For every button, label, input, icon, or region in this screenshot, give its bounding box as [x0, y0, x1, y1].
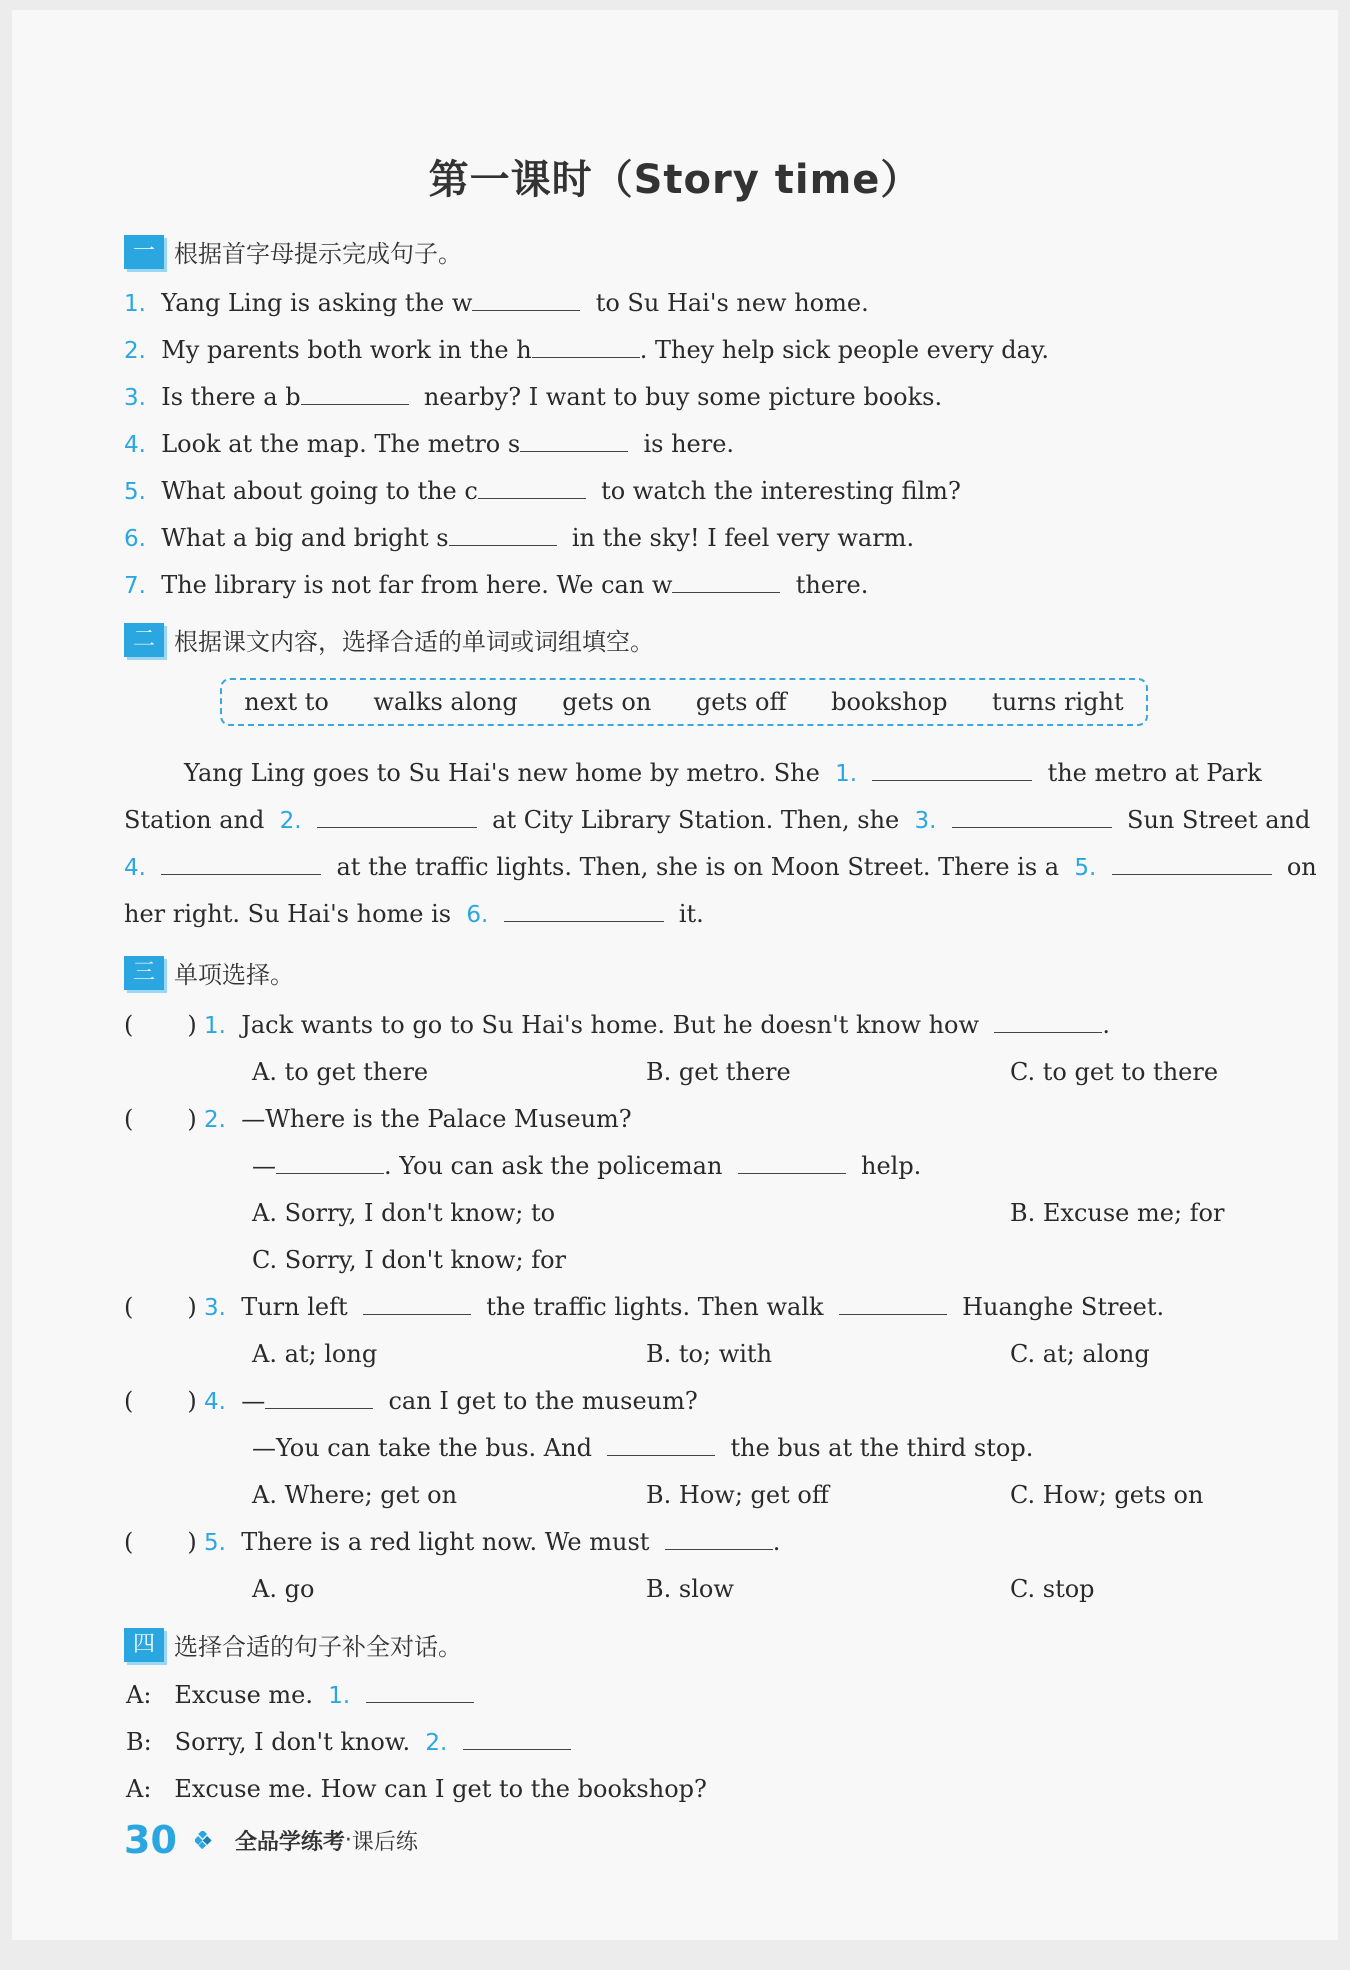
section-badge: 一: [124, 235, 164, 269]
page-title: 第一课时（Story time）: [428, 157, 922, 203]
worksheet-page: [12, 10, 1338, 1940]
answer-blank[interactable]: [366, 1680, 474, 1703]
option-a[interactable]: A. at; long: [252, 1340, 378, 1368]
option-b[interactable]: B. How; get off: [646, 1481, 829, 1509]
option-b[interactable]: B. slow: [646, 1575, 734, 1603]
mc-question-4-line-2: —You can take the bus. And the bus at the third stop.: [252, 1434, 1034, 1462]
answer-blank[interactable]: [1112, 852, 1272, 875]
option-a[interactable]: A. to get there: [252, 1058, 429, 1086]
answer-blank[interactable]: [276, 1151, 384, 1174]
section-3-heading: [124, 955, 294, 990]
s1-item-2: 2. My parents both work in the h . They help sick people every day.: [124, 336, 1049, 364]
option-c[interactable]: C. How; gets on: [1010, 1481, 1204, 1509]
answer-blank[interactable]: [265, 1386, 373, 1409]
answer-blank[interactable]: [994, 1010, 1102, 1033]
answer-blank[interactable]: [672, 570, 780, 593]
brand-subtitle: 课后练: [351, 1829, 418, 1855]
option-a[interactable]: A. Where; get on: [252, 1481, 458, 1509]
section-title: 根据课文内容，选择合适的单词或词组填空。: [174, 628, 654, 656]
answer-blank[interactable]: [449, 523, 557, 546]
option-a[interactable]: A. go: [252, 1575, 315, 1603]
answer-blank[interactable]: [839, 1292, 947, 1315]
word-option: gets on: [562, 688, 652, 716]
passage-line-1: Yang Ling goes to Su Hai's new home by metro. She 1. the metro at Park: [184, 759, 1262, 787]
answer-blank[interactable]: [463, 1727, 571, 1750]
option-c[interactable]: C. to get to there: [1010, 1058, 1219, 1086]
section-title: 单项选择。: [174, 961, 294, 989]
section-2-heading: [124, 622, 654, 657]
brand-name: 全品学练考: [234, 1829, 345, 1855]
section-4-heading: [124, 1627, 462, 1662]
page-footer: 30 全品学练考 · 课后练: [124, 1818, 418, 1862]
answer-blank[interactable]: [363, 1292, 471, 1315]
word-bank: [220, 678, 1148, 726]
answer-blank[interactable]: [665, 1527, 773, 1550]
answer-blank[interactable]: [532, 335, 640, 358]
dialogue-line-3: A: Excuse me. How can I get to the bookshop?: [126, 1775, 707, 1803]
mc-question-2-line-2: — . You can ask the policeman help.: [252, 1152, 922, 1180]
passage-line-4: her right. Su Hai's home is 6. it.: [124, 900, 704, 928]
section-title: 根据首字母提示完成句子。: [174, 240, 462, 268]
dialogue-line-2: B: Sorry, I don't know. 2.: [126, 1727, 571, 1758]
diamond-icon: [195, 1831, 213, 1849]
answer-blank[interactable]: [478, 476, 586, 499]
s1-item-3: 3. Is there a b nearby? I want to buy some picture books.: [124, 383, 943, 411]
option-c[interactable]: C. Sorry, I don't know; for: [252, 1246, 566, 1274]
word-option: turns right: [992, 688, 1124, 716]
page-number: 30: [124, 1818, 177, 1862]
section-badge: 四: [124, 1628, 164, 1662]
option-b[interactable]: B. to; with: [646, 1340, 773, 1368]
option-c[interactable]: C. at; along: [1010, 1340, 1150, 1368]
s1-item-7: 7. The library is not far from here. We can w there.: [124, 571, 869, 599]
answer-blank[interactable]: [520, 429, 628, 452]
answer-blank[interactable]: [738, 1151, 846, 1174]
s1-item-4: 4. Look at the map. The metro s is here.: [124, 430, 735, 458]
passage-line-2: Station and 2. at City Library Station. Then, she 3. Sun Street and: [124, 806, 1311, 834]
answer-blank[interactable]: [952, 805, 1112, 828]
word-option: gets off: [695, 688, 787, 716]
answer-blank[interactable]: [472, 288, 580, 311]
answer-blank[interactable]: [872, 758, 1032, 781]
mc-question-3: ( ) 3. Turn left the traffic lights. Then walk Huanghe Street.: [124, 1293, 1165, 1321]
answer-blank[interactable]: [504, 899, 664, 922]
passage-line-3: 4. at the traffic lights. Then, she is on Moon Street. There is a 5. on: [124, 853, 1317, 881]
answer-blank[interactable]: [301, 382, 409, 405]
mc-question-2: ( ) 2. —Where is the Palace Museum?: [124, 1105, 632, 1133]
dialogue-line-1: A: Excuse me. 1.: [126, 1680, 474, 1711]
option-c[interactable]: C. stop: [1010, 1575, 1095, 1603]
section-title: 选择合适的句子补全对话。: [174, 1633, 462, 1661]
option-b[interactable]: B. Excuse me; for: [1010, 1199, 1225, 1227]
s1-item-1: 1. Yang Ling is asking the w to Su Hai's new home.: [124, 289, 869, 317]
section-1-heading: [124, 234, 462, 269]
word-option: walks along: [373, 688, 518, 716]
mc-question-5: ( ) 5. There is a red light now. We must .: [124, 1528, 781, 1556]
option-a[interactable]: A. Sorry, I don't know; to: [252, 1199, 556, 1227]
option-b[interactable]: B. get there: [646, 1058, 791, 1086]
s1-item-5: 5. What about going to the c to watch the interesting film?: [124, 477, 961, 505]
word-option: bookshop: [831, 688, 948, 716]
mc-question-1: ( ) 1. Jack wants to go to Su Hai's home. But he doesn't know how .: [124, 1011, 1110, 1039]
mc-question-4: ( ) 4. — can I get to the museum?: [124, 1387, 698, 1415]
s1-item-6: 6. What a big and bright s in the sky! I feel very warm.: [124, 524, 915, 552]
answer-blank[interactable]: [607, 1433, 715, 1456]
section-badge: 二: [124, 623, 164, 657]
answer-blank[interactable]: [161, 852, 321, 875]
section-badge: 三: [124, 956, 164, 990]
word-option: next to: [244, 688, 329, 716]
answer-blank[interactable]: [317, 805, 477, 828]
